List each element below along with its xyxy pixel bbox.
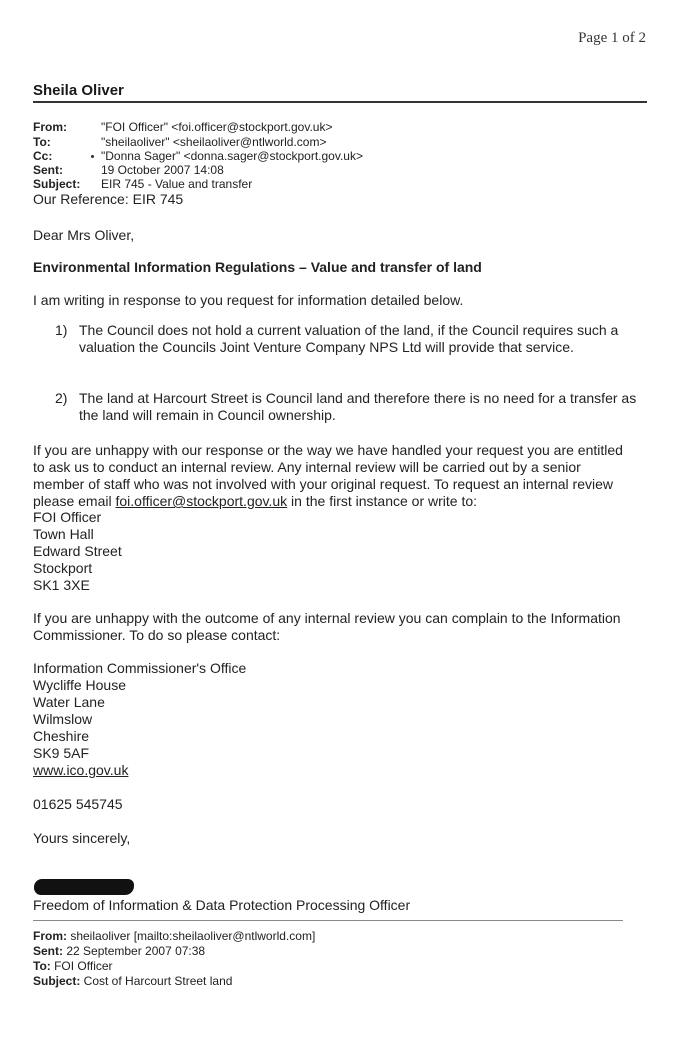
address-line: Town Hall [33, 526, 94, 542]
mailbox-owner-name: Sheila Oliver [33, 82, 124, 99]
ico-address [33, 660, 246, 779]
from-value: "FOI Officer" <foi.officer@stockport.gov.uk> [101, 120, 333, 134]
list-text: The Council does not hold a current valuation of the land, if the Council requires such a valuation the Councils Joint Venture Company NPS Ltd will provide that service. [79, 322, 619, 355]
to-label: To: [33, 135, 51, 149]
letter-title: Environmental Information Regulations – Value and transfer of land [33, 259, 482, 275]
header-to-row [33, 135, 327, 150]
bullet-mark [91, 155, 94, 158]
sent-label: Sent: [33, 163, 63, 177]
fwd-sent-label: Sent: [33, 944, 63, 958]
address-line: Information Commissioner's Office [33, 660, 247, 676]
forward-rule [33, 920, 623, 921]
list-item [0, 390, 686, 430]
review-text-after: in the first instance or write to: [287, 493, 478, 509]
fwd-to-label: To: [33, 959, 51, 973]
foi-email-link[interactable]: foi.officer@stockport.gov.uk [115, 493, 288, 509]
subject-value: EIR 745 - Value and transfer [101, 177, 253, 191]
forwarded-sent [33, 944, 205, 959]
salutation: Dear Mrs Oliver, [33, 227, 135, 243]
header-sent-row [33, 163, 224, 178]
fwd-subject-label: Subject: [33, 974, 81, 988]
reference-line: Our Reference: EIR 745 [33, 191, 184, 207]
address-line: Edward Street [33, 543, 122, 559]
cc-label: Cc: [33, 149, 53, 163]
address-line: Stockport [33, 560, 93, 576]
address-line: SK9 5AF [33, 745, 90, 761]
intro-paragraph: I am writing in response to you request for information detailed below. [33, 292, 464, 308]
header-subject-row [33, 177, 253, 192]
address-line: Water Lane [33, 694, 105, 710]
redacted-signature [34, 879, 134, 895]
subject-label: Subject: [33, 177, 81, 191]
forwarded-to [33, 959, 113, 974]
foi-address [33, 509, 122, 594]
list-item [0, 322, 686, 382]
fwd-subject-value: Cost of Harcourt Street land [80, 974, 233, 988]
to-value: "sheilaoliver" <sheilaoliver@ntlworld.com> [101, 135, 327, 149]
review-text-before: If you are unhappy with our response or the way we have handled your request you are entitled to ask us to conduct an internal review. Any internal review will be carried out by a senior member of staff who was not involved with your original request. To request an internal review please email [33, 442, 623, 509]
address-line: Wilmslow [33, 711, 93, 727]
address-line: FOI Officer [33, 509, 102, 525]
header-cc-row [33, 149, 363, 164]
address-line: Wycliffe House [33, 677, 126, 693]
forwarded-subject [33, 974, 232, 989]
complaint-paragraph: If you are unhappy with the outcome of any internal review you can complain to the Information Commissioner. To do so please contact: [33, 610, 621, 643]
fwd-from-label: From: [33, 929, 67, 943]
phone-number: 01625 545745 [33, 796, 123, 812]
ico-website-link[interactable]: www.ico.gov.uk [33, 762, 129, 778]
from-label: From: [33, 120, 67, 134]
fwd-sent-value: 22 September 2007 07:38 [63, 944, 206, 958]
page-number: Page 1 of 2 [578, 30, 646, 46]
address-line: SK1 3XE [33, 577, 90, 593]
fwd-from-value: sheilaoliver [mailto:sheilaoliver@ntlworld.com] [67, 929, 316, 943]
address-line: Cheshire [33, 728, 90, 744]
signature-role: Freedom of Information & Data Protection Processing Officer [33, 897, 411, 913]
closing: Yours sincerely, [33, 830, 131, 846]
forwarded-from [33, 929, 315, 944]
cc-value: "Donna Sager" <donna.sager@stockport.gov.uk> [101, 149, 363, 163]
header-from-row [33, 120, 333, 135]
internal-review-paragraph [33, 442, 633, 510]
list-number: 2) [55, 390, 68, 406]
header-rule [33, 101, 647, 103]
sent-value: 19 October 2007 14:08 [101, 163, 224, 177]
fwd-to-value: FOI Officer [50, 959, 113, 973]
list-number: 1) [55, 322, 68, 338]
list-text: The land at Harcourt Street is Council land and therefore there is no need for a transfer as the land will remain in Council ownership. [79, 390, 637, 423]
